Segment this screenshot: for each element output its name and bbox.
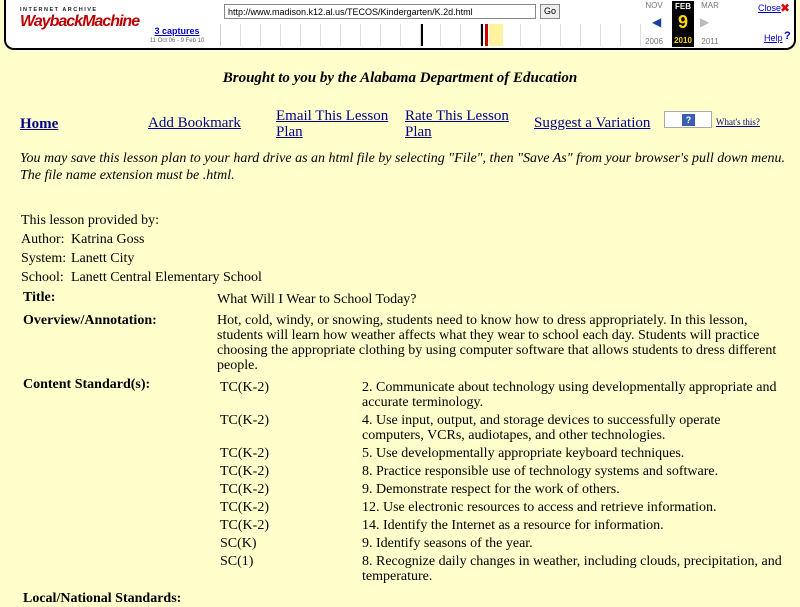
standard-desc: 12. Use electronic resources to access and retrieve information. bbox=[362, 500, 717, 515]
provided-heading: This lesson provided by: bbox=[21, 213, 160, 228]
standard-code: TC(K-2) bbox=[220, 413, 269, 428]
lesson-title: What Will I Wear to School Today? bbox=[217, 292, 417, 307]
wayback-toolbar bbox=[4, 0, 796, 50]
school-row bbox=[21, 268, 262, 287]
next-month-label[interactable]: MAR bbox=[701, 1, 719, 10]
rate-lesson-link[interactable] bbox=[405, 108, 509, 140]
wayback-url-input[interactable]: http://www.madison.k12.al.us/TECOS/Kindergarten/K.2d.html bbox=[224, 4, 536, 19]
home-link[interactable]: Home bbox=[20, 116, 59, 132]
standard-desc: 9. Identify seasons of the year. bbox=[362, 536, 533, 551]
capture-tick[interactable] bbox=[421, 24, 423, 46]
wayback-go-button[interactable]: Go bbox=[540, 4, 560, 19]
wayback-close-link[interactable]: Close bbox=[758, 3, 782, 13]
author-row bbox=[21, 230, 262, 249]
rate-link-line1: Rate This Lesson bbox=[405, 108, 509, 124]
capture-tick[interactable] bbox=[481, 24, 483, 46]
system-value: Lanett City bbox=[71, 251, 135, 266]
overview-label: Overview/Annotation: bbox=[23, 313, 157, 328]
prev-year-label[interactable]: 2006 bbox=[645, 37, 663, 46]
standard-code: TC(K-2) bbox=[220, 482, 269, 497]
standard-desc: 14. Identify the Internet as a resource for information. bbox=[362, 518, 664, 533]
wayback-logo-main: WaybackMachine bbox=[20, 13, 140, 30]
email-lesson-link[interactable] bbox=[276, 108, 388, 140]
standard-desc: 8. Recognize daily changes in weather, including clouds, precipitation, and temperature. bbox=[362, 554, 782, 584]
title-label: Title: bbox=[23, 290, 56, 305]
wayback-logo[interactable] bbox=[20, 7, 140, 39]
standard-desc: 8. Practice responsible use of technology systems and software. bbox=[362, 464, 719, 479]
help-icon-box[interactable] bbox=[664, 111, 712, 128]
cur-year-label: 2010 bbox=[674, 36, 692, 45]
overview-text: Hot, cold, windy, or snowing, students need to know how to dress appropriately. In this lesson, students will learn how weather affects what they wear to school each day. Students will practice choosing the appropriate clothing by using computer software that allows students to dress different people. bbox=[217, 313, 777, 373]
next-arrow-icon[interactable]: ▶ bbox=[700, 15, 710, 29]
next-year-label[interactable]: 2011 bbox=[701, 37, 719, 46]
standard-code: SC(K) bbox=[220, 536, 257, 551]
capture-tick[interactable] bbox=[485, 24, 488, 46]
close-icon[interactable]: ✖ bbox=[780, 1, 791, 15]
email-link-line2: Plan bbox=[276, 124, 303, 140]
standard-desc: 5. Use developmentally appropriate keyboard techniques. bbox=[362, 446, 685, 461]
standard-code: TC(K-2) bbox=[220, 380, 269, 395]
standard-code: TC(K-2) bbox=[220, 464, 269, 479]
save-instructions: You may save this lesson plan to your hard drive as an html file by selecting "File", then "Save As" from your browser's pull down menu. The file name extension must be .html. bbox=[20, 151, 785, 183]
captures-link[interactable]: 3 captures bbox=[154, 26, 200, 36]
standard-code: TC(K-2) bbox=[220, 518, 269, 533]
content-standards-label: Content Standard(s): bbox=[23, 377, 151, 392]
suggest-variation-link[interactable]: Suggest a Variation bbox=[534, 115, 651, 131]
email-link-line1: Email This Lesson bbox=[276, 108, 389, 124]
provided-by-block bbox=[21, 211, 262, 287]
standard-desc: 2. Communicate about technology using developmentally appropriate and accurate terminology. bbox=[362, 380, 777, 410]
system-label: System: bbox=[21, 251, 67, 266]
question-icon: ? bbox=[682, 114, 695, 126]
author-value: Katrina Goss bbox=[71, 232, 145, 247]
standard-desc: 9. Demonstrate respect for the work of others. bbox=[362, 482, 620, 497]
wayback-logo-top: INTERNET ARCHIVE bbox=[20, 7, 98, 13]
wayback-timeline[interactable] bbox=[220, 24, 641, 46]
year-highlight bbox=[489, 24, 503, 46]
current-date-block bbox=[672, 1, 694, 47]
standard-code: TC(K-2) bbox=[220, 500, 269, 515]
wayback-help-link[interactable]: Help bbox=[764, 33, 783, 43]
school-value: Lanett Central Elementary School bbox=[71, 270, 262, 285]
prev-arrow-icon[interactable]: ◀ bbox=[652, 15, 662, 29]
add-bookmark-link[interactable]: Add Bookmark bbox=[148, 115, 241, 131]
standard-code: SC(1) bbox=[220, 554, 254, 569]
author-label: Author: bbox=[21, 232, 65, 247]
cur-month-label: FEB bbox=[675, 2, 691, 11]
cur-day-label: 9 bbox=[677, 12, 688, 32]
prev-month-label[interactable]: NOV bbox=[645, 1, 663, 10]
rate-link-line2: Plan bbox=[405, 124, 432, 140]
standard-code: TC(K-2) bbox=[220, 446, 269, 461]
help-icon[interactable]: ? bbox=[784, 30, 791, 42]
standard-desc: 4. Use input, output, and storage devices to successfully operate computers, VCRs, audiotapes, and other technologies. bbox=[362, 413, 721, 443]
page-banner: Brought to you by the Alabama Department of Education bbox=[222, 70, 578, 86]
whats-this-link[interactable]: What's this? bbox=[716, 117, 760, 127]
wayback-month-nav bbox=[642, 1, 722, 47]
captures-range: 11 Oct 06 - 9 Feb 10 bbox=[149, 38, 205, 44]
lesson-nav bbox=[20, 106, 790, 140]
school-label: School: bbox=[21, 270, 64, 285]
wayback-captures bbox=[142, 26, 212, 44]
local-standards-label: Local/National Standards: bbox=[23, 591, 182, 606]
system-row bbox=[21, 249, 262, 268]
